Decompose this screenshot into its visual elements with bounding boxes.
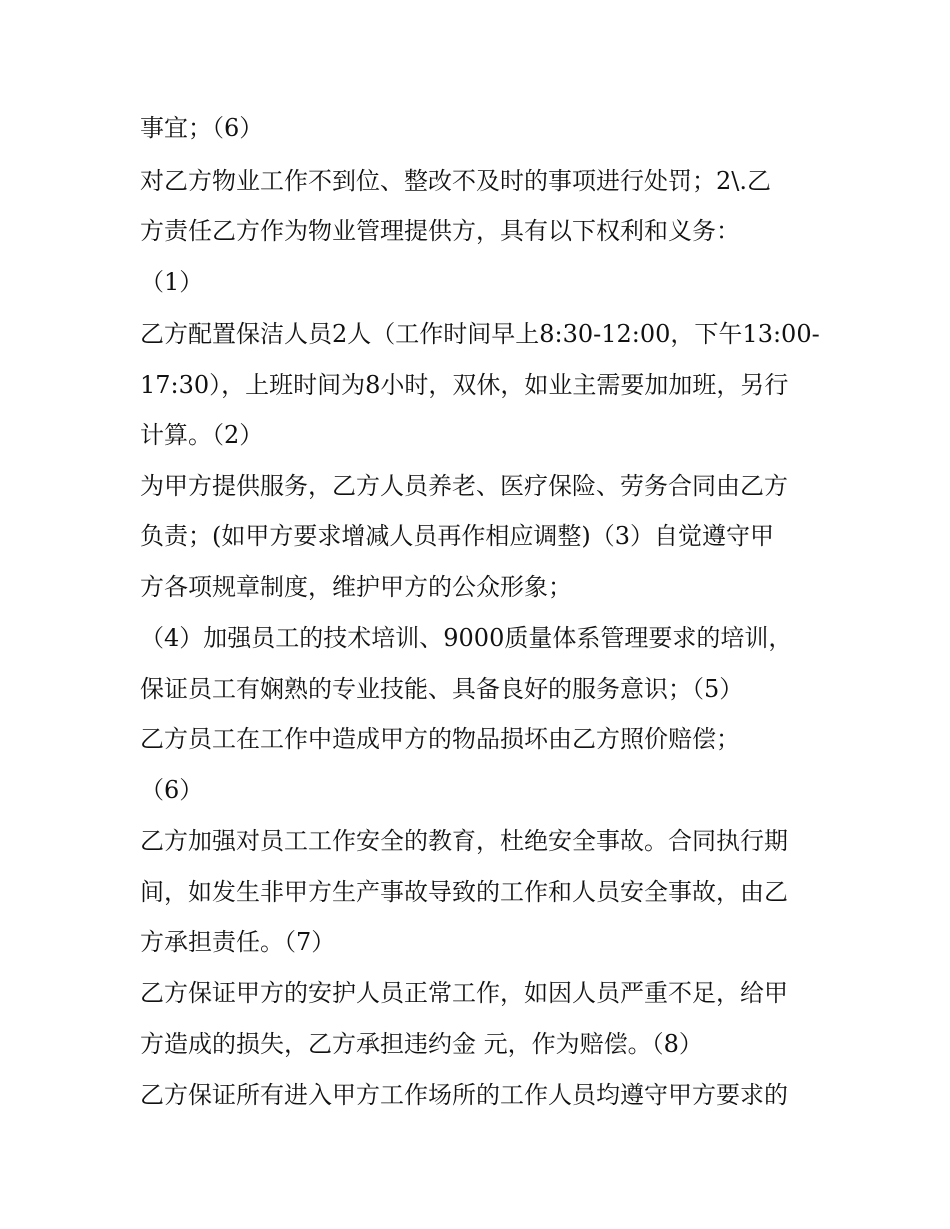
text-line: （6） (140, 776, 204, 804)
text-line: 乙方配置保洁人员2人（工作时间早上8:30-12:00，下午13:00- (140, 320, 820, 348)
text-line: 17:30），上班时间为8小时，双休，如业主需要加加班，另行 (140, 371, 789, 399)
text-line: 对乙方物业工作不到位、整改不及时的事项进行处罚；2\.乙 (140, 167, 771, 195)
text-line: 乙方保证所有进入甲方工作场所的工作人员均遵守甲方要求的 (140, 1081, 788, 1109)
text-line: 保证员工有娴熟的专业技能、具备良好的服务意识；（5） (140, 675, 744, 703)
text-line: （1） (140, 268, 204, 296)
text-line: 间，如发生非甲方生产事故导致的工作和人员安全事故，由乙 (140, 878, 788, 906)
text-line: 计算。（2） (140, 421, 264, 449)
text-line: 为甲方提供服务，乙方人员养老、医疗保险、劳务合同由乙方 (140, 472, 788, 500)
text-line: 乙方加强对员工工作安全的教育，杜绝安全事故。合同执行期 (140, 827, 788, 855)
text-line: 方承担责任。（7） (140, 928, 336, 956)
text-line: 乙方保证甲方的安护人员正常工作，如因人员严重不足，给甲 (140, 979, 788, 1007)
text-line: （4）加强员工的技术培训、9000质量体系管理要求的培训， (140, 624, 793, 652)
text-line: 事宜；（6） (140, 114, 264, 142)
text-line: 方责任乙方作为物业管理提供方，具有以下权利和义务： (140, 217, 740, 245)
text-line: 乙方员工在工作中造成甲方的物品损坏由乙方照价赔偿； (140, 725, 740, 753)
text-line: 负责；(如甲方要求增减人员再作相应调整)（3）自觉遵守甲 (140, 522, 774, 550)
text-line: 方各项规章制度，维护甲方的公众形象； (140, 573, 572, 601)
text-line: 方造成的损失，乙方承担违约金 元，作为赔偿。（8） (140, 1030, 703, 1058)
